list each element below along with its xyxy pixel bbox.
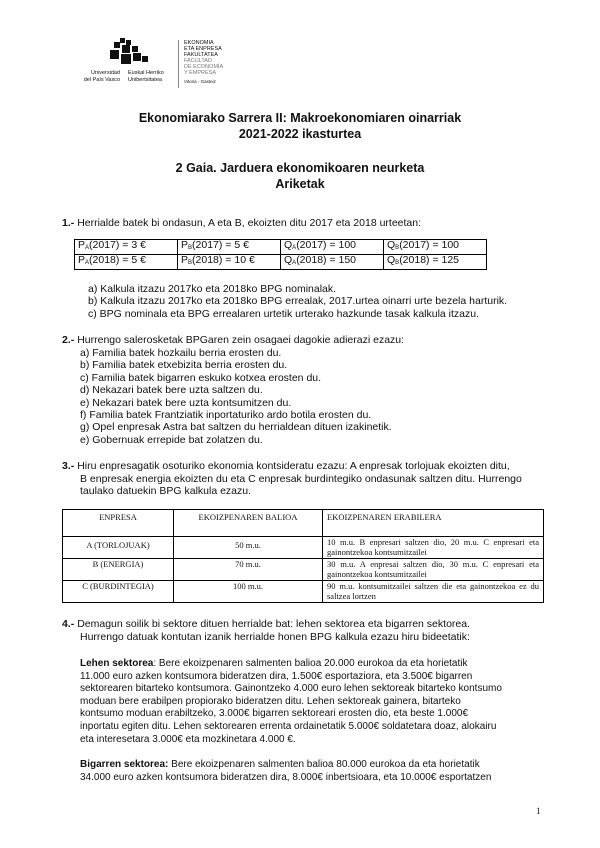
upv-ehu-logo-icon xyxy=(102,38,152,68)
list-item: g) Opel enpresak Astra bat saltzen du herrialdean dituen izakinetik. xyxy=(80,421,392,434)
table-cell: $P_A(2018) = 5$ € xyxy=(75,255,178,270)
question-2 xyxy=(62,334,404,347)
column-header: ENPRESA xyxy=(63,510,174,537)
question-4-line-2: Hurrengo datuak kontutan izanik herrialde honen BPG kalkula ezazu hiru bideetatik: xyxy=(80,630,470,643)
bigarren-line-1: Bere ekoizpenaren salmenten balioa 80.000 eurokoa da eta horietatik xyxy=(168,759,480,770)
section-title: Ariketak xyxy=(275,177,325,191)
faculty-eu-2: ETA ENPRESA xyxy=(184,46,222,52)
question-3-number: 3.- xyxy=(62,460,75,472)
question-3-line-1: Hiru enpresagatik osoturiko ekonomia kontsideratu ezazu: A enpresak torlojuak ekoizten ditu, xyxy=(77,460,510,472)
table-row xyxy=(63,581,544,603)
bigarren-sektorea-label: Bigarren sektorea: xyxy=(80,759,169,770)
question-2-text: Hurrengo salerosketak BPGaren zein osagaei dagokie adierazi ezazu: xyxy=(77,334,405,346)
table-row xyxy=(75,255,487,270)
list-item: a) Kalkula itzazu 2017ko eta 2018ko BPG nominalak. xyxy=(88,283,337,295)
lehen-line-4: moduan bere erabilpen propiorako bideratzen ditu. Lehen sektoreak gainera, bitarteko xyxy=(80,695,461,707)
lehen-line-3: sektorearen bitarteko kontsumora. Gainontzeko 4.000 euro lehen sektoreak bitarteko kontsumo xyxy=(80,683,502,695)
list-item: e) Nekazari batek bere uzta kontsumitzen du. xyxy=(80,396,292,409)
question-4-number: 4.- xyxy=(62,618,75,630)
list-item: d) Nekazari batek bere uzta saltzen du. xyxy=(80,384,263,397)
question-3-line-3: taulako datuekin BPG kalkula ezazu. xyxy=(80,485,252,498)
table-cell: $Q_A(2018) = 150$ xyxy=(281,255,384,270)
table-cell: 100 m.u. xyxy=(174,581,323,603)
univ-name-es-1: Universidad xyxy=(90,70,120,76)
table-cell: $Q_A(2017) = 100$ xyxy=(281,240,384,255)
list-item: c) BPG nominala eta BPG errealaren urtetik urterako hazkunde tasak kalkula itzazu. xyxy=(88,307,480,320)
table-cell: $Q_B(2017) = 100$ xyxy=(384,240,487,255)
table-cell: B (ENERGIA) xyxy=(63,559,174,581)
question-1-text: Herrialde batek bi ondasun, A eta B, ekoizten ditu 2017 eta 2018 urteetan: xyxy=(77,217,422,229)
column-header: EKOIZPENAREN BALIOA xyxy=(174,510,323,537)
list-item: b) Familia batek etxebizita berria erosten du. xyxy=(80,359,288,372)
table-row xyxy=(63,559,544,581)
faculty-location: Vitoria - Gasteiz xyxy=(184,79,216,84)
table-cell: $P_B(2018) = 10$ € xyxy=(178,255,281,270)
lehen-sektorea-paragraph xyxy=(80,658,542,746)
course-year: 2021-2022 ikasturtea xyxy=(238,127,362,141)
logo-divider xyxy=(178,40,179,88)
table-cell: 50 m.u. xyxy=(174,537,323,559)
table-cell: 30 m.u. A enpresai saltzen dio, 30 m.u. C enpresari eta gainontzekoa kontsumitzailei xyxy=(323,559,544,581)
univ-name-eu-2: Unibertsitatea xyxy=(128,76,162,83)
table-cell: $P_B(2017) = 5$ € xyxy=(178,240,281,255)
question-3 xyxy=(62,460,548,498)
bigarren-sektorea-paragraph xyxy=(80,759,542,784)
question-1-number: 1.- xyxy=(62,217,75,229)
faculty-es-2: DE ECONOMÍA xyxy=(184,64,224,70)
table-cell: $P_A(2017) = 3$ € xyxy=(75,240,178,255)
lehen-line-6: inportatu egiten ditu. Lehen sektorearen errenta ordainetatik 5.000€ soldatetara doaz, alokairu xyxy=(80,720,497,732)
column-header: EKOIZPENAREN ERABILERA xyxy=(323,510,544,537)
table-cell: 70 m.u. xyxy=(174,559,323,581)
table-row xyxy=(75,240,487,255)
table-header-row xyxy=(63,510,544,537)
table-cell: 10 m.u. B enpresari saltzen dio, 20 m.u. C enpresari eta gainontzekoa kontsumitzailei xyxy=(323,537,544,559)
lehen-sektorea-label: Lehen sektorea xyxy=(80,658,154,669)
faculty-logo xyxy=(184,40,274,92)
faculty-es-1: FACULTAD xyxy=(184,58,212,64)
univ-name-eu-1: Euskal Herriko xyxy=(128,70,164,76)
question-2-number: 2.- xyxy=(62,334,75,346)
list-item: e) Gobernuak errepide bat zolatzen du. xyxy=(80,433,263,446)
table-cell: 90 m.u. kontsumitzailei saltzen die eta gainontzekoa ez du saltzea lortzen xyxy=(323,581,544,603)
lehen-line-7: eta interesetara 3.000€ eta mozkinetara 4.000 €. xyxy=(80,733,296,745)
unit-title: 2 Gaia. Jarduera ekonomikoaren neurketa xyxy=(175,161,425,175)
faculty-eu-1: EKONOMIA xyxy=(184,40,214,46)
university-logo xyxy=(74,38,178,94)
price-quantity-table xyxy=(74,239,487,270)
faculty-eu-3: FAKULTATEA xyxy=(184,52,218,58)
enterprise-table xyxy=(62,509,544,603)
question-1-items xyxy=(88,283,507,320)
faculty-es-3: Y EMPRESA xyxy=(184,70,216,76)
course-title: Ekonomiarako Sarrera II: Makroekonomiaren oinarriak xyxy=(138,111,462,125)
question-1 xyxy=(62,217,421,230)
question-4 xyxy=(62,618,548,643)
list-item: f) Familia batek Frantziatik inportaturiko ardo botila erosten du. xyxy=(80,409,372,422)
table-row xyxy=(63,537,544,559)
lehen-line-1: : Bere ekoizpenaren salmenten balioa 20.000 eurokoa da eta horietatik xyxy=(153,658,468,669)
question-4-line-1: Demagun soilik bi sektore dituen herrialde bat: lehen sektorea eta bigarren sektorea. xyxy=(77,618,470,630)
question-3-line-2: B enpresak energia ekoizten du eta C enpresak burdintegiko ondasunak saltzen ditu. Hurrengo xyxy=(80,472,522,485)
univ-name-es-2: del País Vasco xyxy=(83,76,120,83)
lehen-line-5: kontsumo moduan erabiltzeko, 3.000€ bigarren sektoreari erosten dio, eta beste 1.000€ xyxy=(80,708,469,720)
lehen-line-2: 11.000 euro azken kontsumora bideratzen dira, 1.500€ esportaziora, eta 3.500€ bigarren xyxy=(80,670,473,682)
bigarren-line-2: 34.000 euro azken kontsumora bideratzen dira, 8.000€ inbertsioara, eta 10.000€ esportatzen xyxy=(80,771,492,783)
table-cell: A (TORLOJUAK) xyxy=(63,537,174,559)
page-number: 1 xyxy=(536,806,541,816)
list-item: a) Familia batek hozkailu berria erosten du. xyxy=(80,347,282,359)
list-item: b) Kalkula itzazu 2017ko eta 2018ko BPG errealak, 2017.urtea oinarri urte bezela harturik. xyxy=(88,295,508,308)
question-2-items xyxy=(80,347,392,446)
table-cell: $Q_B(2018) = 125$ xyxy=(384,255,487,270)
table-cell: C (BURDINTEGIA) xyxy=(63,581,174,603)
list-item: c) Familia batek bigarren eskuko kotxea erosten du. xyxy=(80,371,322,384)
